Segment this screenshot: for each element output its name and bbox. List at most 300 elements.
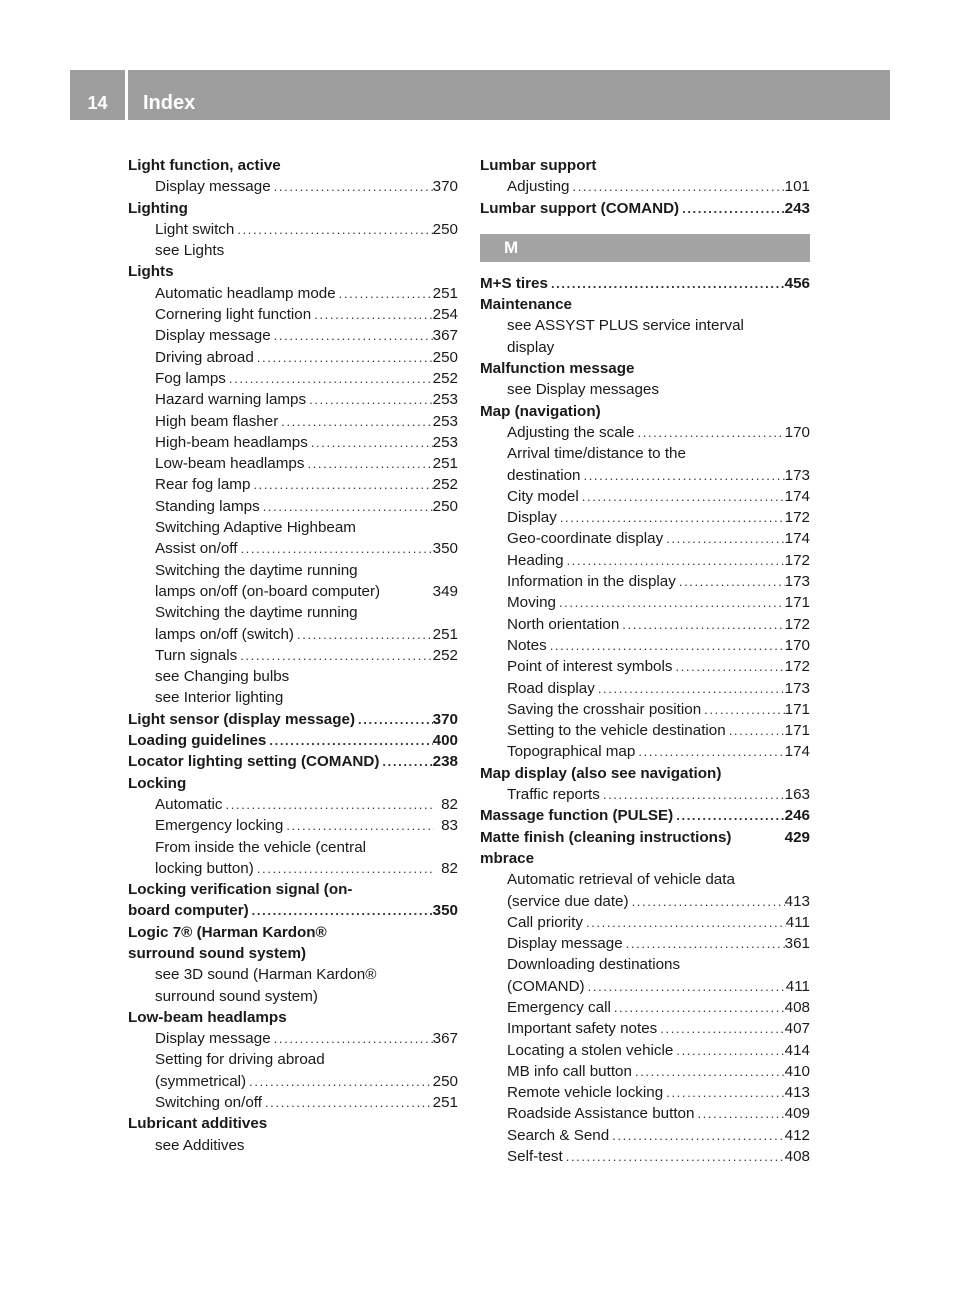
index-subentry: [480, 465, 810, 486]
index-column-left: [128, 155, 458, 1156]
entry-label: Locking verification signal (on-: [128, 881, 353, 899]
index-subentry: [128, 794, 458, 815]
index-subentry: [128, 666, 458, 687]
page-reference: 172: [784, 615, 810, 633]
index-entry: [480, 805, 810, 826]
index-section-l-continued: [480, 155, 810, 219]
entry-label: Low-beam headlamps: [128, 1008, 287, 1026]
leader-dots: [278, 411, 432, 432]
entry-label: display: [507, 338, 555, 356]
leader-dots: [294, 624, 433, 645]
entry-label: Switching the daytime running: [155, 561, 358, 579]
index-subentry: [128, 986, 458, 1007]
index-subentry: [128, 474, 458, 495]
page-reference: 250: [432, 1072, 458, 1090]
entry-label: see Interior lighting: [155, 689, 284, 707]
index-entry: [480, 358, 810, 379]
index-subentry: [128, 1071, 458, 1092]
page-reference: 250: [432, 220, 458, 238]
index-subentry: [128, 624, 458, 645]
index-subentry: [128, 645, 458, 666]
page-reference: 171: [784, 594, 810, 612]
entry-label: (service due date): [507, 892, 629, 910]
index-subentry: [128, 602, 458, 623]
entry-label: Traffic reports: [507, 786, 600, 804]
entry-label: Display message: [507, 935, 623, 953]
entry-label: Remote vehicle locking: [507, 1084, 664, 1102]
page-reference: 411: [785, 913, 810, 931]
page-reference: 350: [432, 540, 458, 558]
leader-dots: [306, 389, 433, 410]
leader-dots: [237, 645, 432, 666]
entry-label: Setting for driving abroad: [155, 1051, 325, 1069]
leader-dots: [223, 794, 434, 815]
letter-heading: M: [480, 234, 810, 262]
page-reference: 413: [784, 1084, 810, 1102]
entry-label: City model: [507, 487, 579, 505]
entry-label: Lumbar support (COMAND): [480, 199, 680, 217]
leader-dots: [657, 1018, 784, 1039]
page-reference: 410: [784, 1062, 810, 1080]
leader-dots: [564, 550, 785, 571]
page-reference: 251: [432, 455, 458, 473]
index-entry: [480, 294, 810, 315]
page-reference: 173: [784, 573, 810, 591]
leader-dots: [311, 304, 432, 325]
index-subentry: [480, 933, 810, 954]
entry-label: Lumbar support: [480, 157, 597, 174]
page-reference: 253: [432, 412, 458, 430]
index-subentry: [128, 389, 458, 410]
leader-dots: [579, 486, 785, 507]
entry-label: Locator lighting setting (COMAND): [128, 753, 380, 771]
index-subentry: [480, 699, 810, 720]
entry-label: Notes: [507, 636, 547, 654]
leader-dots: [563, 1146, 785, 1167]
page-reference: 251: [432, 284, 458, 302]
entry-label: Lubricant additives: [128, 1115, 268, 1133]
leader-dots: [629, 891, 785, 912]
index-subentry: [480, 592, 810, 613]
entry-label: Lighting: [128, 199, 188, 217]
page-reference: 253: [432, 391, 458, 409]
index-subentry: [128, 347, 458, 368]
leader-dots: [254, 858, 434, 879]
page-reference: 411: [785, 977, 810, 995]
leader-dots: [557, 507, 785, 528]
page-reference: 170: [784, 423, 810, 441]
index-subentry: [128, 283, 458, 304]
entry-label: Point of interest symbols: [507, 658, 673, 676]
entry-label: Lights: [128, 263, 174, 281]
entry-label: Massage function (PULSE): [480, 807, 674, 825]
index-subentry: [128, 432, 458, 453]
index-subentry: [128, 517, 458, 538]
index-entry: [128, 943, 458, 964]
entry-label: From inside the vehicle (central: [155, 838, 367, 856]
leader-dots: [694, 1103, 784, 1124]
index-subentry: [480, 997, 810, 1018]
page-reference: 174: [784, 743, 810, 761]
page-reference: 407: [784, 1020, 810, 1038]
index-subentry: [128, 581, 458, 602]
entry-label: Locating a stolen vehicle: [507, 1041, 674, 1059]
entry-label: Loading guidelines: [128, 732, 267, 750]
entry-label: Standing lamps: [155, 497, 260, 515]
page-reference: 252: [432, 646, 458, 664]
entry-label: Display message: [155, 1030, 271, 1048]
index-subentry: [480, 528, 810, 549]
index-entry: [128, 198, 458, 219]
index-subentry: [480, 720, 810, 741]
leader-dots: [609, 1125, 784, 1146]
page-reference: 429: [784, 828, 810, 846]
page-reference: 367: [432, 327, 458, 345]
entry-label: Saving the crosshair position: [507, 700, 702, 718]
page-reference: 172: [784, 658, 810, 676]
index-entry: [128, 261, 458, 282]
index-subentry: [480, 784, 810, 805]
index-subentry: [480, 1103, 810, 1124]
entry-label: Roadside Assistance button: [507, 1105, 695, 1123]
leader-dots: [701, 699, 784, 720]
index-subentry: [480, 550, 810, 571]
leader-dots: [585, 976, 786, 997]
entry-label: Low-beam headlamps: [155, 455, 305, 473]
index-entry: [480, 763, 810, 784]
index-entry: [480, 198, 810, 219]
page-reference: 82: [441, 795, 458, 813]
index-column-right: [480, 155, 810, 1167]
index-entry: [128, 730, 458, 751]
entry-label: Switching on/off: [155, 1094, 262, 1112]
entry-label: Automatic headlamp mode: [155, 284, 336, 302]
leader-dots: [600, 784, 785, 805]
entry-label: Search & Send: [507, 1126, 610, 1144]
page-reference: 370: [432, 178, 458, 196]
entry-label: Malfunction message: [480, 360, 635, 378]
index-subentry: [128, 1028, 458, 1049]
leader-dots: [679, 198, 785, 219]
leader-dots: [673, 805, 784, 826]
entry-label: Cornering light function: [155, 306, 312, 324]
entry-label: Information in the display: [507, 573, 676, 591]
page-reference: 408: [784, 1148, 810, 1166]
index-subentry: [480, 976, 810, 997]
index-subentry: [480, 443, 810, 464]
entry-label: Display: [507, 509, 557, 527]
entry-label: board computer): [128, 902, 249, 920]
entry-label: Map display (also see navigation): [480, 764, 722, 782]
leader-dots: [611, 997, 785, 1018]
page-reference: 174: [784, 487, 810, 505]
index-entry: [480, 827, 810, 848]
entry-label: see Lights: [155, 242, 225, 260]
leader-dots: [308, 432, 433, 453]
leader-dots: [663, 1082, 784, 1103]
page-reference: 170: [784, 636, 810, 654]
entry-label: North orientation: [507, 615, 620, 633]
entry-label: Emergency call: [507, 998, 611, 1016]
entry-label: Matte finish (cleaning instructions): [480, 828, 732, 846]
leader-dots: [379, 751, 432, 772]
leader-dots: [246, 1071, 433, 1092]
leader-dots: [271, 176, 433, 197]
leader-dots: [336, 283, 433, 304]
leader-dots: [726, 720, 785, 741]
index-entry: [480, 155, 810, 176]
index-subentry: [480, 1018, 810, 1039]
leader-dots: [556, 592, 785, 613]
leader-dots: [304, 453, 432, 474]
entry-label: Adjusting the scale: [507, 423, 635, 441]
entry-label: Locking: [128, 774, 187, 792]
leader-dots: [266, 730, 432, 751]
page-reference: 82: [441, 859, 458, 877]
leader-dots: [355, 709, 433, 730]
index-subentry: [128, 1092, 458, 1113]
entry-label: Automatic: [155, 795, 223, 813]
index-entry: [128, 922, 458, 943]
page-reference: 250: [432, 348, 458, 366]
page-title: Index: [143, 92, 196, 114]
entry-label: surround sound system): [155, 987, 318, 1005]
index-subentry: [480, 1061, 810, 1082]
index-subentry: [480, 1125, 810, 1146]
page-reference: 367: [432, 1030, 458, 1048]
entry-label: Switching Adaptive Highbeam: [155, 519, 356, 537]
page-reference: 254: [432, 306, 458, 324]
entry-label: Geo-coordinate display: [507, 530, 664, 548]
index-subentry: [128, 496, 458, 517]
page-reference: 370: [432, 710, 458, 728]
index-subentry: [480, 1082, 810, 1103]
index-subentry: [480, 954, 810, 975]
index-subentry: [128, 560, 458, 581]
entry-label: Hazard warning lamps: [155, 391, 307, 409]
page-reference: 101: [784, 178, 810, 196]
index-entry: [128, 1007, 458, 1028]
leader-dots: [271, 325, 433, 346]
entry-label: Driving abroad: [155, 348, 254, 366]
leader-dots: [663, 528, 784, 549]
leader-dots: [635, 422, 785, 443]
page-reference: 243: [784, 199, 810, 217]
leader-dots: [580, 465, 784, 486]
page-reference: 251: [432, 625, 458, 643]
index-subentry: [128, 368, 458, 389]
page-reference: 253: [432, 433, 458, 451]
leader-dots: [569, 176, 784, 197]
entry-label: Topographical map: [507, 743, 636, 761]
index-subentry: [128, 815, 458, 836]
entry-label: MB info call button: [507, 1062, 632, 1080]
entry-label: High beam flasher: [155, 412, 279, 430]
page-reference: 171: [784, 700, 810, 718]
page-number: 14: [87, 93, 108, 113]
page-reference: 456: [784, 274, 810, 292]
entry-label: see 3D sound (Harman Kardon®: [155, 966, 377, 984]
entry-label: Display message: [155, 178, 271, 196]
entry-label: Downloading destinations: [507, 956, 681, 974]
page-reference: 252: [432, 369, 458, 387]
entry-label: Logic 7® (Harman Kardon®: [128, 923, 327, 941]
entry-label: Adjusting: [507, 178, 570, 196]
page-reference: 361: [784, 935, 810, 953]
index-subentry: [128, 964, 458, 985]
entry-label: locking button): [155, 859, 254, 877]
page-header: [70, 70, 890, 120]
index-section-m: [480, 273, 810, 1167]
index-subentry: [128, 1135, 458, 1156]
page-reference: 413: [784, 892, 810, 910]
leader-dots: [632, 1061, 785, 1082]
entry-label: see Display messages: [507, 381, 659, 399]
entry-label: Rear fog lamp: [155, 476, 251, 494]
leader-dots: [250, 474, 432, 495]
entry-label: surround sound system): [128, 944, 307, 962]
entry-label: mbrace: [480, 849, 535, 867]
page-reference: 163: [784, 786, 810, 804]
entry-label: (COMAND): [507, 977, 585, 995]
page-reference: 83: [441, 817, 458, 835]
index-entry: [480, 273, 810, 294]
page-reference: 172: [784, 551, 810, 569]
index-subentry: [480, 571, 810, 592]
entry-label: Display message: [155, 327, 271, 345]
index-subentry: [480, 176, 810, 197]
entry-label: Automatic retrieval of vehicle data: [507, 871, 735, 889]
index-entry: [480, 401, 810, 422]
page-reference: 412: [784, 1126, 810, 1144]
index-subentry: [480, 486, 810, 507]
index-subentry: [480, 869, 810, 890]
entry-label: Important safety notes: [507, 1020, 658, 1038]
index-subentry: [480, 635, 810, 656]
page-reference: 173: [784, 466, 810, 484]
index-entry: [128, 773, 458, 794]
index-subentry: [480, 1146, 810, 1167]
index-subentry: [128, 538, 458, 559]
index-subentry: [480, 891, 810, 912]
page-reference: 349: [432, 582, 458, 600]
leader-dots: [623, 933, 785, 954]
index-subentry: [128, 176, 458, 197]
entry-label: Turn signals: [155, 646, 238, 664]
index-subentry: [128, 453, 458, 474]
entry-label: Self-test: [507, 1148, 563, 1166]
entry-label: Fog lamps: [155, 369, 226, 387]
index-subentry: [480, 422, 810, 443]
entry-label: lamps on/off (switch): [155, 625, 294, 643]
leader-dots: [673, 1040, 784, 1061]
leader-dots: [226, 368, 433, 389]
index-subentry: [480, 1040, 810, 1061]
page-reference: 238: [432, 753, 458, 771]
index-subentry: [480, 337, 810, 358]
leader-dots: [635, 741, 784, 762]
leader-dots: [619, 614, 784, 635]
entry-label: Light switch: [155, 220, 235, 238]
page-reference: 251: [432, 1094, 458, 1112]
header-divider: [125, 70, 128, 120]
page-reference: 173: [784, 679, 810, 697]
entry-label: see Additives: [155, 1136, 245, 1154]
entry-label: Call priority: [507, 913, 583, 931]
page-reference: 408: [784, 998, 810, 1016]
page-reference: 246: [784, 807, 810, 825]
index-subentry: [480, 379, 810, 400]
index-subentry: [128, 219, 458, 240]
page-reference: 409: [784, 1105, 810, 1123]
index-subentry: [480, 315, 810, 336]
index-subentry: [128, 325, 458, 346]
entry-label: Arrival time/distance to the: [507, 445, 686, 463]
entry-label: Emergency locking: [155, 817, 284, 835]
leader-dots: [595, 678, 785, 699]
leader-dots: [254, 347, 433, 368]
entry-label: Switching the daytime running: [155, 604, 358, 622]
index-subentry: [128, 1049, 458, 1070]
page-reference: 250: [432, 497, 458, 515]
index-entry: [480, 848, 810, 869]
index-subentry: [480, 912, 810, 933]
leader-dots: [249, 900, 433, 921]
page-reference: 172: [784, 509, 810, 527]
leader-dots: [283, 815, 434, 836]
entry-label: Road display: [507, 679, 595, 697]
index-entry: [128, 155, 458, 176]
index-entry: [128, 751, 458, 772]
leader-dots: [260, 496, 433, 517]
index-entry: [128, 879, 458, 900]
leader-dots: [548, 273, 785, 294]
index-entry: [128, 900, 458, 921]
leader-dots: [234, 219, 432, 240]
index-subentry: [480, 678, 810, 699]
page-reference: 400: [432, 732, 458, 750]
entry-label: (symmetrical): [155, 1072, 247, 1090]
entry-label: destination: [507, 466, 581, 484]
index-subentry: [480, 507, 810, 528]
index-subentry: [480, 614, 810, 635]
entry-label: M+S tires: [480, 274, 548, 292]
entry-label: Assist on/off: [155, 540, 238, 558]
leader-dots: [583, 912, 786, 933]
leader-dots: [237, 538, 432, 559]
leader-dots: [672, 656, 784, 677]
index-subentry: [128, 411, 458, 432]
page-reference: 171: [784, 722, 810, 740]
index-subentry: [480, 656, 810, 677]
entry-label: see ASSYST PLUS service interval: [507, 317, 744, 335]
page-reference: 414: [784, 1041, 810, 1059]
entry-label: see Changing bulbs: [155, 668, 290, 686]
entry-label: Map (navigation): [480, 402, 601, 420]
index-entry: [128, 709, 458, 730]
index-entry: [128, 1113, 458, 1134]
entry-label: Light sensor (display message): [128, 710, 356, 728]
leader-dots: [547, 635, 785, 656]
page-reference: 174: [784, 530, 810, 548]
leader-dots: [676, 571, 785, 592]
index-subentry: [128, 687, 458, 708]
index-subentry: [128, 837, 458, 858]
leader-dots: [262, 1092, 433, 1113]
entry-label: Heading: [507, 551, 564, 569]
entry-label: lamps on/off (on-board computer): [155, 582, 381, 600]
entry-label: High-beam headlamps: [155, 433, 308, 451]
